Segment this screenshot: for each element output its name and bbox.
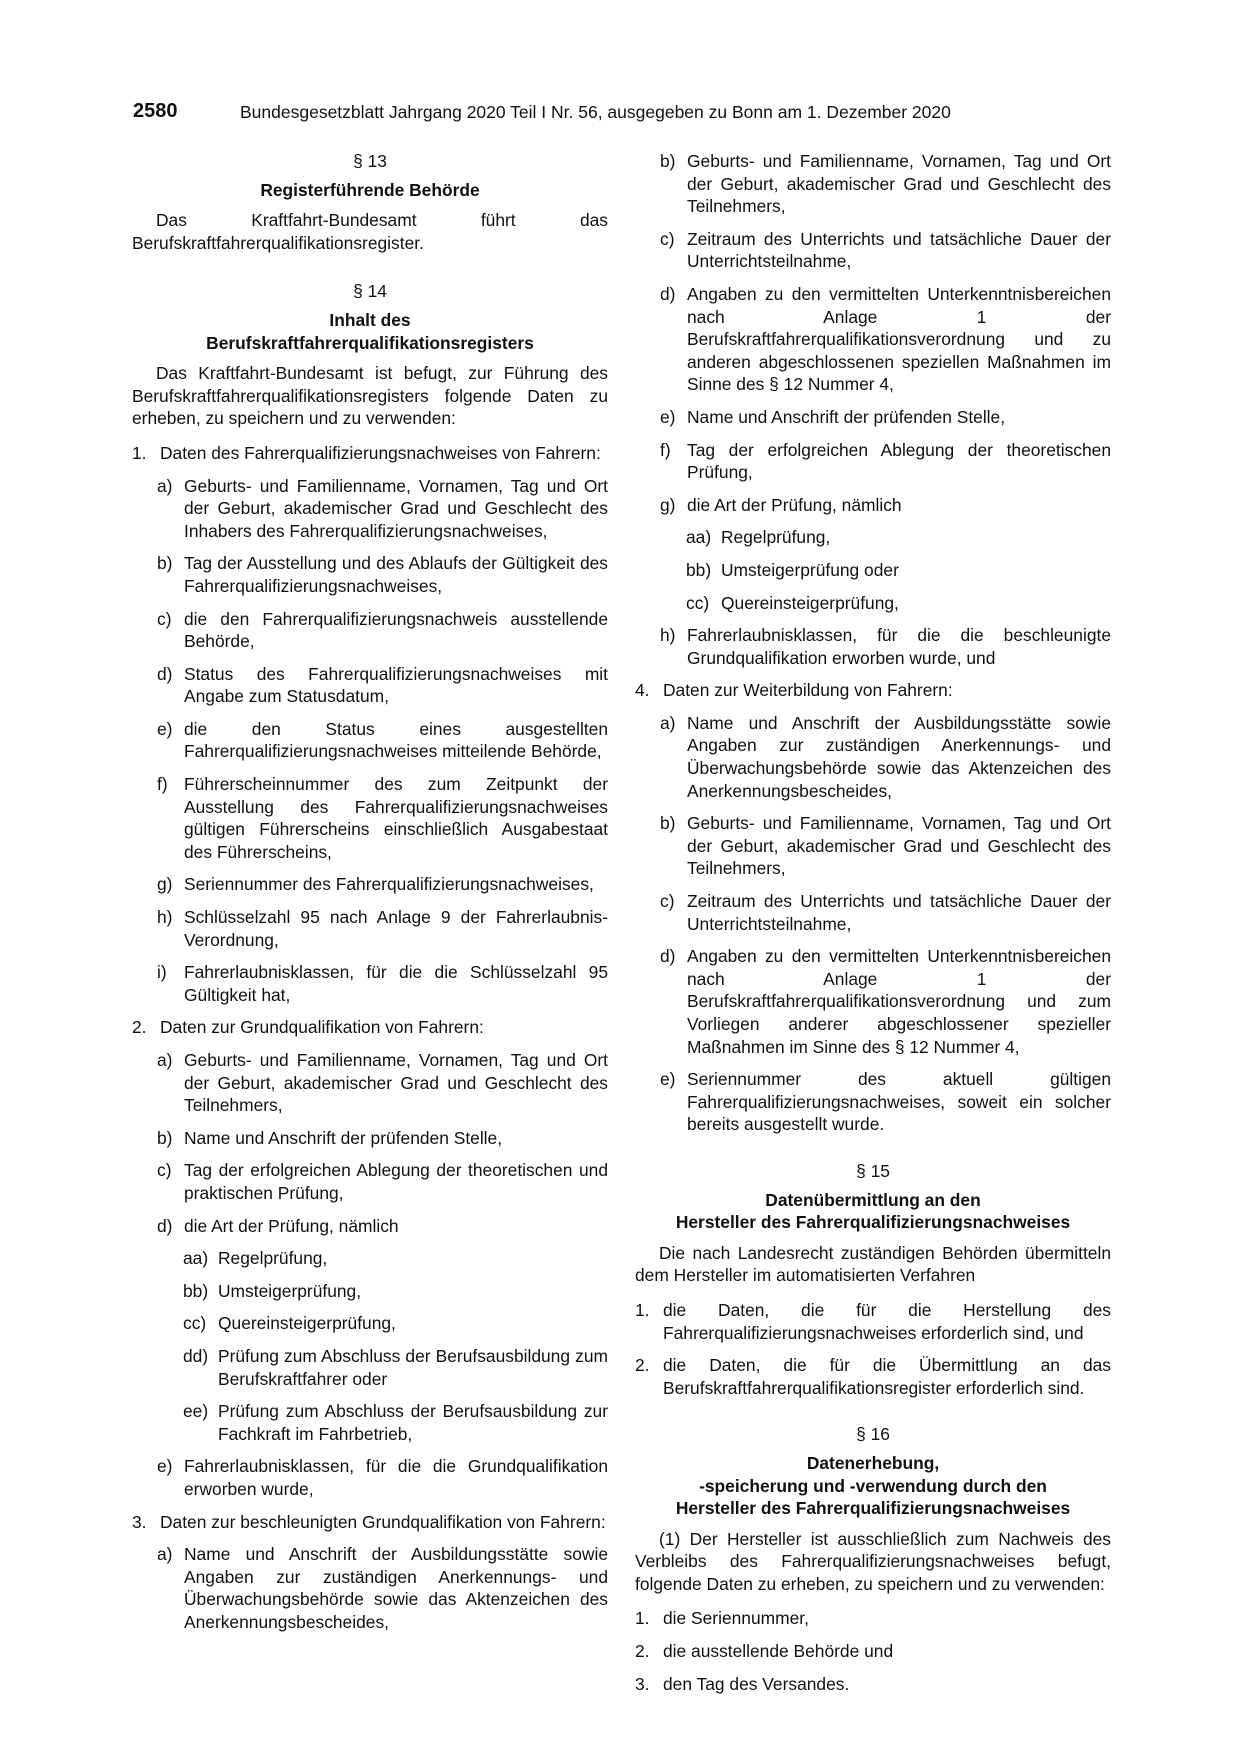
list-item-text: die ausstellende Behörde und <box>663 1641 894 1662</box>
list-item-text: Tag der erfolgreichen Ablegung der theoretischen Prüfung, <box>687 439 1111 483</box>
section-title-line: Inhalt des <box>329 309 411 330</box>
list-item <box>635 526 1111 549</box>
list-item <box>132 873 608 896</box>
section-number: § 16 <box>856 1424 890 1445</box>
list-item-text: Zeitraum des Unterrichts und tatsächliche Dauer der Unterrichtsteilnahme, <box>687 891 1111 934</box>
list-item-text: den Tag des Versandes. <box>663 1673 850 1694</box>
list-item-label: aa) <box>686 527 712 548</box>
list-item <box>635 592 1111 615</box>
list-item-label: b) <box>157 1127 173 1148</box>
list-item <box>132 1247 608 1270</box>
list-item <box>635 812 1111 880</box>
list-item-text: Daten des Fahrerqualifizierungsnachweises von Fahrern: <box>160 442 601 463</box>
list-item <box>132 1511 608 1534</box>
list-item-label: 1. <box>635 1608 650 1629</box>
section-title-line: -speicherung und -verwendung durch den <box>699 1475 1047 1496</box>
section-title: Registerführende Behörde <box>260 179 480 200</box>
list-item-label: d) <box>660 946 676 967</box>
list-item <box>132 608 608 653</box>
list-item-label: ee) <box>183 1401 209 1422</box>
list-item-text: Angaben zu den vermittelten Unterkenntnisbereichen nach Anlage 1 der Berufskraftfahrerqualifikationsverordnung und zu anderen abgeschlossenen speziellen Maßnahmen im Sinne des § 12 Nummer 4, <box>687 283 1111 395</box>
section-number: § 13 <box>353 151 387 171</box>
list-item <box>635 228 1111 273</box>
list-item-label: 1. <box>635 1299 650 1320</box>
list-item <box>635 494 1111 517</box>
list-item-label: e) <box>660 406 676 427</box>
list-item <box>132 1455 608 1500</box>
list-item-text: Seriennummer des Fahrerqualifizierungsnachweises, <box>184 874 594 895</box>
list-item-label: 3. <box>635 1673 650 1694</box>
list-item <box>132 1049 608 1117</box>
list-item-text: Umsteigerprüfung, <box>218 1280 362 1301</box>
list-item <box>635 945 1111 1058</box>
list-item-label: a) <box>157 1544 173 1565</box>
list-item-label: b) <box>157 553 173 574</box>
list-item-text: Angaben zu den vermittelten Unterkenntnisbereichen nach Anlage 1 der Berufskraftfahrerqualifikationsverordnung und zum Vorliegen anderer abgeschlossener spezieller Maßnahmen im Sinne des § 12 Nummer 4, <box>687 946 1111 1057</box>
list-item-label: b) <box>660 151 676 171</box>
list-item-label: a) <box>660 712 676 733</box>
list-item-text: Daten zur Weiterbildung von Fahrern: <box>663 680 953 701</box>
list-item-text: Geburts- und Familienname, Vornamen, Tag und Ort der Geburt, akademischer Grad und Geschlecht des Teilnehmers, <box>687 813 1111 879</box>
list-item-text: Name und Anschrift der prüfenden Stelle, <box>687 406 1006 427</box>
list-item-label: 2. <box>132 1017 147 1038</box>
list-item <box>132 1159 608 1204</box>
list-item-text: die Art der Prüfung, nämlich <box>184 1215 399 1236</box>
list-item-text: Geburts- und Familienname, Vornamen, Tag und Ort der Geburt, akademischer Grad und Geschlecht des Inhabers des Fahrerqualifizierungsnachweises, <box>184 475 608 541</box>
list-item-text: Tag der erfolgreichen Ablegung der theoretischen und praktischen Prüfung, <box>184 1160 608 1203</box>
list-item-label: dd) <box>183 1345 209 1366</box>
list-item <box>132 475 608 543</box>
list-item <box>132 906 608 951</box>
paragraph: Das Kraftfahrt-Bundesamt ist befugt, zur Führung des Berufskraftfahrerqualifikationsregisters folgende Daten zu erheben, zu speichern und zu verwenden: <box>132 363 608 429</box>
list-item-text: Daten zur beschleunigten Grundqualifikation von Fahrern: <box>160 1511 606 1532</box>
list-item <box>635 890 1111 935</box>
list-item-label: i) <box>157 962 167 983</box>
list-item <box>635 679 1111 702</box>
list-item <box>132 1543 608 1633</box>
list-item-text: Seriennummer des aktuell gültigen Fahrerqualifizierungsnachweises, soweit ein solcher bereits ausgestellt wurde. <box>687 1069 1111 1135</box>
list-item <box>635 1068 1111 1136</box>
list-item <box>132 552 608 597</box>
list-item-text: Quereinsteigerprüfung, <box>721 592 899 613</box>
list-item <box>635 559 1111 582</box>
list-item-text: die Art der Prüfung, nämlich <box>687 494 902 515</box>
section-title-line: Hersteller des Fahrerqualifizierungsnachweises <box>675 1212 1071 1233</box>
list-item-label: h) <box>660 625 676 646</box>
list-item-label: 3. <box>132 1511 147 1532</box>
list-item-label: g) <box>157 874 173 895</box>
list-item-text: Geburts- und Familienname, Vornamen, Tag und Ort der Geburt, akademischer Grad und Geschlecht des Teilnehmers, <box>184 1050 608 1116</box>
list-item-label: a) <box>157 1050 173 1070</box>
list-item-label: c) <box>157 608 172 629</box>
list-item <box>635 1640 1111 1663</box>
list-item <box>132 1312 608 1335</box>
section-number: § 15 <box>856 1160 890 1181</box>
list-item-label: f) <box>157 774 168 795</box>
list-item-label: h) <box>157 907 173 928</box>
list-item <box>132 1345 608 1390</box>
list-item-label: cc) <box>183 1313 207 1334</box>
list-item <box>132 1215 608 1238</box>
list-item-text: Umsteigerprüfung oder <box>721 559 899 580</box>
list-item <box>635 1673 1111 1696</box>
list-item-text: Führerscheinnummer des zum Zeitpunkt der Ausstellung des Fahrerqualifizierungsnachweises gültigen Führerscheins einschließlich Ausgabestaat des Führerscheins, <box>184 774 608 862</box>
list-item <box>635 150 1111 218</box>
section-title <box>132 309 608 354</box>
list-item-text: Daten zur Grundqualifikation von Fahrern: <box>160 1017 484 1038</box>
gazette-title: Bundesgesetzblatt Jahrgang 2020 Teil I Nr. 56, ausgegeben zu Bonn am 1. Dezember 2020 <box>240 102 951 122</box>
list-item-label: f) <box>660 439 671 460</box>
list-item-label: e) <box>157 718 173 739</box>
list-item-label: g) <box>660 494 676 515</box>
list-item-label: c) <box>660 891 675 912</box>
section-spacer <box>635 1146 1111 1160</box>
list-item <box>132 718 608 763</box>
list-item <box>635 712 1111 802</box>
right-column <box>635 150 1111 1705</box>
list-item <box>635 1607 1111 1630</box>
list-item-text: Fahrerlaubnisklassen, für die die beschleunigte Grundqualifikation erworben wurde, und <box>687 625 1111 668</box>
section-spacer <box>132 266 608 280</box>
paragraph: Die nach Landesrecht zuständigen Behörden übermitteln dem Hersteller im automatisierten Verfahren <box>635 1242 1111 1286</box>
list-item-label: b) <box>660 813 676 834</box>
list-item-text: Status des Fahrerqualifizierungsnachweises mit Angabe zum Statusdatum, <box>184 663 608 707</box>
list-item <box>132 1280 608 1303</box>
page-number: 2580 <box>133 100 178 122</box>
list-item-label: e) <box>660 1069 676 1090</box>
list-item-label: 2. <box>635 1355 650 1376</box>
list-item-label: d) <box>157 1215 173 1236</box>
list-item-label: c) <box>157 1160 172 1181</box>
list-item-text: Fahrerlaubnisklassen, für die die Grundqualifikation erworben wurde, <box>184 1456 608 1499</box>
list-item-label: aa) <box>183 1248 209 1269</box>
list-item-text: Tag der Ausstellung und des Ablaufs der Gültigkeit des Fahrerqualifizierungsnachweises, <box>184 553 608 596</box>
list-item-label: d) <box>157 663 173 684</box>
section-title-line: Datenerhebung, <box>806 1452 940 1473</box>
list-item <box>635 283 1111 396</box>
section-number: § 14 <box>353 281 387 302</box>
list-item-text: Quereinsteigerprüfung, <box>218 1313 396 1334</box>
list-item-label: 2. <box>635 1641 650 1662</box>
list-item-label: e) <box>157 1456 173 1477</box>
list-item-label: 1. <box>132 442 147 463</box>
list-item <box>132 1127 608 1150</box>
list-item <box>635 406 1111 429</box>
list-item <box>132 442 608 465</box>
list-item-text: Regelprüfung, <box>721 527 831 548</box>
list-item-text: Prüfung zum Abschluss der Berufsausbildung zur Fachkraft im Fahrbetrieb, <box>218 1401 608 1444</box>
paragraph: Das Kraftfahrt-Bundesamt führt das Berufskraftfahrerqualifikationsregister. <box>132 210 608 253</box>
section-title-line: Datenübermittlung an den <box>765 1189 981 1210</box>
list-item-label: a) <box>157 475 173 496</box>
section-title <box>635 1452 1111 1520</box>
list-item <box>635 439 1111 484</box>
list-item-text: die Seriennummer, <box>663 1608 809 1629</box>
list-item <box>132 663 608 708</box>
list-item <box>635 1299 1111 1344</box>
left-column <box>132 150 608 1643</box>
list-item-label: d) <box>660 283 676 304</box>
list-item-label: 4. <box>635 680 650 701</box>
paragraph: (1) Der Hersteller ist ausschließlich zum Nachweis des Verbleibs des Fahrerqualifizierungsnachweises befugt, folgende Daten zu erheben, zu speichern und zu verwenden: <box>635 1528 1111 1594</box>
list-item-label: bb) <box>183 1280 209 1301</box>
list-item-text: Zeitraum des Unterrichts und tatsächliche Dauer der Unterrichtsteilnahme, <box>687 228 1111 272</box>
list-item <box>132 773 608 863</box>
list-item-text: die den Status eines ausgestellten Fahrerqualifizierungsnachweises mitteilende Behörde, <box>184 718 608 762</box>
list-item-text: Schlüsselzahl 95 nach Anlage 9 der Fahrerlaubnis-Verordnung, <box>184 907 608 950</box>
list-item-text: Geburts- und Familienname, Vornamen, Tag und Ort der Geburt, akademischer Grad und Geschlecht des Teilnehmers, <box>687 151 1111 217</box>
list-item-text: Regelprüfung, <box>218 1248 328 1269</box>
list-item-text: Name und Anschrift der Ausbildungsstätte sowie Angaben zur zuständigen Anerkennungs- und Überwachungsbehörde sowie das Aktenzeichen des Anerkennungsbescheides, <box>184 1544 608 1632</box>
list-item <box>635 1354 1111 1399</box>
list-item-label: bb) <box>686 559 712 580</box>
list-item <box>132 1400 608 1445</box>
section-title <box>635 1189 1111 1234</box>
list-item <box>132 1016 608 1039</box>
list-item-text: Fahrerlaubnisklassen, für die die Schlüsselzahl 95 Gültigkeit hat, <box>184 962 608 1005</box>
page-header <box>133 100 1113 128</box>
list-item <box>635 624 1111 669</box>
list-item-text: die Daten, die für die Herstellung des Fahrerqualifizierungsnachweises erforderlich sind, und <box>663 1299 1111 1343</box>
list-item-text: Name und Anschrift der Ausbildungsstätte sowie Angaben zur zuständigen Anerkennungs- und Überwachungsbehörde sowie das Aktenzeichen des Anerkennungsbescheides, <box>687 712 1111 801</box>
list-item-label: c) <box>660 228 675 249</box>
list-item-text: die Daten, die für die Übermittlung an das Berufskraftfahrerqualifikationsregister erforderlich sind. <box>663 1355 1111 1398</box>
section-title-line: Berufskraftfahrerqualifikationsregisters <box>206 332 534 353</box>
section-spacer <box>635 1409 1111 1423</box>
list-item-text: Name und Anschrift der prüfenden Stelle, <box>184 1127 503 1148</box>
list-item <box>132 961 608 1006</box>
section-title-line: Hersteller des Fahrerqualifizierungsnachweises <box>675 1498 1071 1519</box>
list-item-text: die den Fahrerqualifizierungsnachweis ausstellende Behörde, <box>184 608 608 652</box>
list-item-label: cc) <box>686 592 710 613</box>
list-item-text: Prüfung zum Abschluss der Berufsausbildung zum Berufskraftfahrer oder <box>218 1345 608 1389</box>
